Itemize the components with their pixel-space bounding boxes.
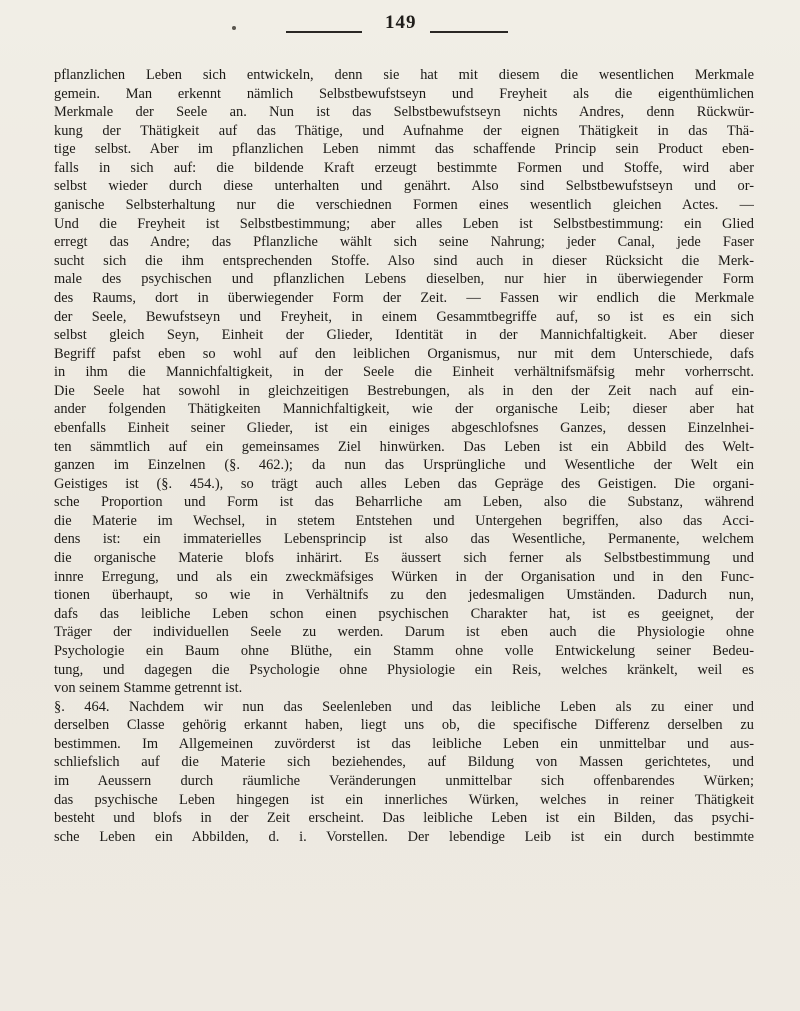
text-line: besteht und blofs in der Zeit erscheint. Das leibliche Leben ist ein Bilden, das psychi- [54, 810, 754, 827]
text-line: male des psychischen und pflanzlichen Lebens dieselben, nur hier in überwiegender Form [54, 271, 754, 288]
text-line: selbst wieder durch diese unterhalten und genährt. Also sind Selbstbewufstseyn und or- [54, 178, 754, 195]
text-line: pflanzlichen Leben sich entwickeln, denn sie hat mit diesem die wesentlichen Merkmale [54, 67, 754, 83]
text-line: sucht sich die ihm entsprechenden Stoffe. Also sind auch in dieser Rücksicht die Merk- [54, 252, 754, 269]
text-line: im Aeussern durch räumliche Veränderungen unmittelbar sich offenbarendes Würken; [54, 772, 754, 789]
text-line: derselben Classe gehörig erkannt haben, liegt uns ob, die specifische Differenz derselben zu [54, 717, 754, 734]
header-rule-left [286, 31, 362, 33]
text-line: Begriff pafst eben so wohl auf den leiblichen Organismus, nur mit dem Unterschiede, dafs [54, 345, 754, 362]
text-line: ten sämmtlich auf ein gemeinsames Ziel hinwürken. Das Leben ist ein Abbild des Welt- [54, 438, 754, 455]
printer-mark [232, 26, 236, 30]
page-header [0, 12, 800, 42]
text-line: ganische Selbsterhaltung nur die verschiednen Formen eines wesentlich gleichen Actes. — [54, 197, 754, 214]
text-line: die organische Materie blofs inhärirt. Es äussert sich ferner als Selbstbestimmung und [54, 550, 754, 567]
text-line: Und die Freyheit ist Selbstbestimmung; aber alles Leben ist Selbstbestimmung: ein Glied [54, 215, 754, 232]
text-line: dens ist: ein immaterielles Lebensprincip ist also das Wesentliche, Permanente, welchem [54, 531, 754, 548]
text-line: bestimmen. Im Allgemeinen zuvörderst ist das leibliche Leben ein unmittelbar und aus- [54, 735, 754, 752]
text-line: tige selbst. Aber im pflanzlichen Leben nimmt das schaffende Princip sein Product eben- [54, 141, 754, 158]
text-line: Die Seele hat sowohl in gleichzeitigen Bestrebungen, als in den der Zeit nach auf ein- [54, 382, 754, 399]
text-line: §. 464. Nachdem wir nun das Seelenleben und das leibliche Leben als zu einer und [54, 698, 754, 715]
header-rule-right [430, 31, 508, 33]
text-line: die Materie im Wechsel, in stetem Entstehen und Untergehen begriffen, also das Acci- [54, 512, 754, 529]
text-line: in ihm die Mannichfaltigkeit, in der Seele die Einheit verhältnifsmäfsig mehr vorherrscht. [54, 364, 754, 381]
text-line: erregt das Andre; das Pflanzliche wählt sich seine Nahrung; jeder Canal, jede Faser [54, 234, 754, 251]
text-line: tionen überhaupt, so wie in Verhältnifs zu den jedesmaligen Umständen. Dadurch nun, [54, 587, 754, 604]
text-line: schliefslich auf die Materie sich beziehendes, auf Bildung von Massen gerichtetes, und [54, 754, 754, 771]
text-line: falls in sich auf: die bildende Kraft erzeugt bestimmte Formen und Stoffe, wird aber [54, 159, 754, 176]
text-line: sche Proportion und Form ist das Beharrliche am Leben, also die Substanz, während [54, 494, 754, 511]
page-number: 149 [385, 12, 417, 33]
text-line: des Raums, dort in überwiegender Form der Zeit. — Fassen wir endlich die Merkmale [54, 289, 754, 306]
text-line: innre Erregung, und als ein zweckmäfsiges Würken in der Organisation und in den Func- [54, 568, 754, 585]
text-line: kung der Thätigkeit auf das Thätige, und Aufnahme der eignen Thätigkeit in das Thä- [54, 122, 754, 139]
text-line: der Seele, Bewufstseyn und Freyheit, in einem Gesammtbegriffe auf, so ist es ein sich [54, 308, 754, 325]
text-line: gemein. Man erkennt nämlich Selbstbewufstseyn und Freyheit als die eigenthümlichen [54, 85, 754, 102]
text-line: ganzen im Einzelnen (§. 462.); da nun das Ursprüngliche und Wesentliche der Welt ein [54, 457, 754, 474]
text-line: das psychische Leben hingegen ist ein innerliches Würken, welches in reiner Thätigkeit [54, 791, 754, 808]
text-line: tung, und dagegen die Psychologie ohne Physiologie ein Reis, welches kränkelt, weil es [54, 661, 754, 678]
text-line: Träger der individuellen Seele zu werden. Darum ist eben auch die Physiologie ohne [54, 624, 754, 641]
body-text [54, 66, 754, 846]
text-line: sche Leben ein Abbilden, d. i. Vorstellen. Der lebendige Leib ist ein durch bestimmte [54, 828, 754, 845]
text-line: ebenfalls Einheit seiner Glieder, ist ein einiges abgeschlofsnes Ganzes, dessen Einzelnhei- [54, 419, 754, 436]
text-line: Geistiges ist (§. 454.), so trägt auch alles Leben das Gepräge des Geistigen. Die organi- [54, 475, 754, 492]
paragraph-end-line: von seinem Stamme getrennt ist. [54, 680, 243, 697]
text-line: selbst gleich Seyn, Einheit der Glieder, Identität in der Mannichfaltigkeit. Aber dieser [54, 327, 754, 344]
text-line: dafs das leibliche Leben schon einen psychischen Charakter hat, ist es geeignet, der [54, 605, 754, 622]
text-line: Merkmale der Seele an. Nun ist das Selbstbewufstseyn nichts Andres, denn Rückwür- [54, 104, 754, 121]
text-line: Psychologie ein Baum ohne Blüthe, ein Stamm ohne volle Entwickelung seiner Bedeu- [54, 642, 754, 659]
text-line: ander folgenden Thätigkeiten Mannichfaltigkeit, wie der organische Leib; dieser aber hat [54, 401, 754, 418]
